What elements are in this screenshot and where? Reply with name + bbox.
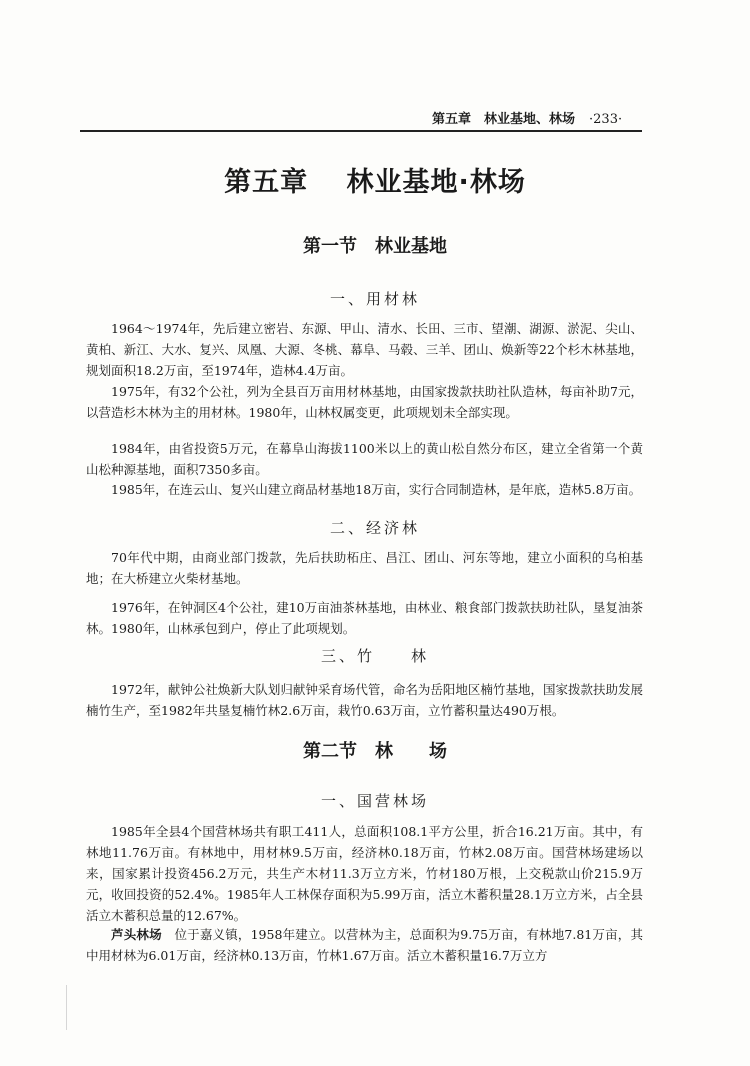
chapter-title: 第五章 林业基地·林场 bbox=[224, 167, 526, 198]
page-number: ·233· bbox=[589, 112, 623, 127]
entry-text: 位于嘉义镇，1958年建立。以营林为主，总面积为9.75万亩，有林地7.81万亩，其中用材林为6.01万亩，经济林0.13万亩，竹林1.67万亩。活立木蓄积量16.7万立方 bbox=[86, 927, 643, 963]
running-header-title: 第五章 林业基地、林场 bbox=[432, 112, 576, 127]
header-rule bbox=[80, 130, 642, 132]
subsection-title-economic-forest: 二、经济林 bbox=[329, 519, 420, 537]
paragraph: 70年代中期，由商业部门拨款，先后扶助柘庄、昌江、团山、河东等地，建立小面积的乌桕基地；在大桥建立火柴材基地。 bbox=[86, 550, 643, 586]
section-title-forestry-base: 第一节 林业基地 bbox=[303, 236, 447, 257]
section-title-forest-farms: 第二节 林 场 bbox=[303, 741, 447, 762]
entry-name: 芦头林场 bbox=[111, 927, 162, 942]
paragraph: 1975年，有32个公社，列为全县百万亩用材林基地，由国家拨款扶助社队造林，每亩补助7元，以营造杉木林为主的用材林。1980年，山林权属变更，此项规划未全部实现。 bbox=[86, 384, 643, 420]
paragraph: 1985年，在连云山、复兴山建立商品材基地18万亩，实行合同制造林，是年底，造林5.8万亩。 bbox=[111, 482, 642, 497]
scan-margin-line bbox=[66, 985, 67, 1030]
running-header bbox=[432, 108, 642, 128]
subsection-title-bamboo-forest: 三、竹 林 bbox=[320, 647, 429, 665]
paragraph-lutou-forest-farm bbox=[86, 924, 643, 966]
subsection-title-timber-forest: 一、用材林 bbox=[329, 290, 420, 308]
paragraph: 1984年，由省投资5万元，在幕阜山海拔1100米以上的黄山松自然分布区，建立全省第一个黄山松种源基地，面积7350多亩。 bbox=[86, 441, 643, 477]
paragraph: 1972年，献钟公社焕新大队划归献钟采育场代管，命名为岳阳地区楠竹基地，国家拨款扶助发展楠竹生产，至1982年共垦复楠竹林2.6万亩，栽竹0.63万亩，立竹蓄积量达490万根。 bbox=[86, 682, 643, 718]
paragraph: 1964～1974年，先后建立密岩、东源、甲山、清水、长田、三市、望潮、湖源、淤泥、尖山、黄柏、新江、大水、复兴、凤凰、大源、冬桃、幕阜、马毂、三羊、团山、焕新等22个杉木林基地，规划面积18.2万亩，至1974年，造林4.4万亩。 bbox=[86, 321, 643, 378]
paragraph: 1985年全县4个国营林场共有职工411人，总面积108.1平方公里，折合16.21万亩。其中，有林地11.76万亩。有林地中，用材林9.5万亩，经济林0.18万亩，竹林2.08万亩。国营林场建场以来，国家累计投资456.2万元，共生产木材11.3万立方米，竹材180万根，上交税款山价215.9万元，收回投资的52.4%。1985年人工林保存面积为5.99万亩，活立木蓄积量28.1万立方米，占全县活立木蓄积总量的12.67%。 bbox=[86, 824, 643, 923]
subsection-title-state-forest-farms: 一、国营林场 bbox=[320, 792, 429, 810]
paragraph: 1976年，在钟洞区4个公社，建10万亩油茶林基地，由林业、粮食部门拨款扶助社队，垦复油茶林。1980年，山林承包到户，停止了此项规划。 bbox=[86, 600, 643, 636]
